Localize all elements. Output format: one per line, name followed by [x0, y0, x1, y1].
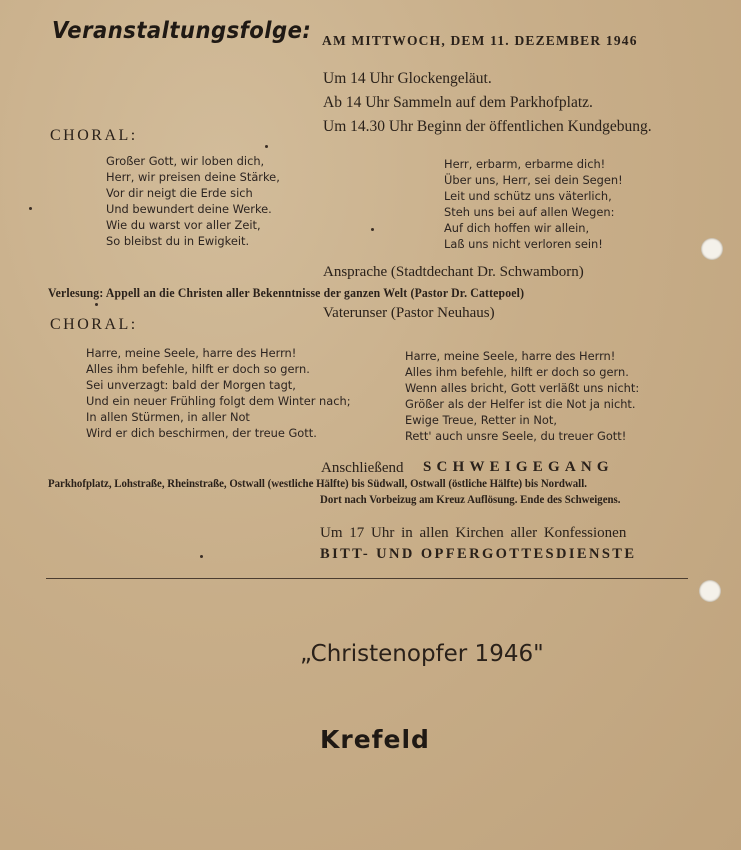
route-line-2: Dort nach Vorbeizug am Kreuz Auflösung. Ende des Schweigens. [320, 494, 621, 506]
verse-line: Auf dich hoffen wir allein, [444, 221, 590, 236]
schweigegang-title: SCHWEIGEGANG [423, 459, 614, 475]
verse-line: Steh uns bei auf allen Wegen: [444, 205, 615, 220]
event-date: AM MITTWOCH, DEM 11. DEZEMBER 1946 [322, 33, 638, 48]
divider-line [46, 578, 688, 579]
church-services-line: Um 17 Uhr in allen Kirchen aller Konfessionen [320, 525, 627, 541]
verse-line: Sei unverzagt: bald der Morgen tagt, [86, 378, 296, 393]
verse-line: Wenn alles bricht, Gott verläßt uns nicht: [405, 381, 640, 396]
verse-line: So bleibst du in Ewigkeit. [106, 234, 250, 249]
verse-line: Großer Gott, wir loben dich, [106, 154, 265, 168]
verse-line: Alles ihm befehle, hilft er doch so gern. [405, 365, 629, 380]
schedule-line-3: Um 14.30 Uhr Beginn der öffentlichen Kundgebung. [323, 118, 652, 135]
verse-line: Und bewundert deine Werke. [106, 202, 272, 217]
program-heading: Veranstaltungsfolge: [52, 18, 312, 44]
vaterunser: Vaterunser (Pastor Neuhaus) [323, 305, 495, 321]
verse-line: Und ein neuer Frühling folgt dem Winter nach; [86, 394, 351, 409]
schedule-line-1: Um 14 Uhr Glockengeläut. [323, 70, 492, 87]
verse-line: Vor dir neigt die Erde sich [106, 186, 253, 201]
choral2-verse-left [86, 345, 351, 442]
route-line-1: Parkhofplatz, Lohstraße, Rheinstraße, Ostwall (westliche Hälfte) bis Südwall, Ostwall (östliche Hälfte) bis Nordwall. [48, 478, 587, 490]
paper-speck [200, 555, 203, 558]
punch-hole-top [701, 238, 723, 260]
footer-title: „Christenopfer 1946" [300, 641, 544, 667]
verse-line: Rett' auch unsre Seele, du treuer Gott! [405, 429, 627, 444]
verse-line: Wird er dich beschirmen, der treue Gott. [86, 426, 317, 441]
paper-speck [265, 145, 268, 148]
schedule-line-2: Ab 14 Uhr Sammeln auf dem Parkhofplatz. [323, 94, 593, 111]
paper-speck [29, 207, 32, 210]
lesung: Verlesung: Appell an die Christen aller Bekenntnisse der ganzen Welt (Pastor Dr. Cattepoel) [48, 286, 525, 300]
verse-line: Laß uns nicht verloren sein! [444, 237, 603, 252]
verse-line: In allen Stürmen, in aller Not [86, 410, 250, 425]
choral2-verse-right [405, 348, 639, 445]
verse-line: Harre, meine Seele, harre des Herrn! [405, 349, 616, 363]
verse-line: Ewige Treue, Retter in Not, [405, 413, 557, 428]
choral1-verse-right [444, 156, 623, 253]
verse-line: Alles ihm befehle, hilft er doch so gern. [86, 362, 310, 377]
verse-line: Wie du warst vor aller Zeit, [106, 218, 261, 233]
verse-line: Herr, erbarm, erbarme dich! [444, 157, 606, 171]
verse-line: Leit und schütz uns väterlich, [444, 189, 612, 204]
verse-line: Harre, meine Seele, harre des Herrn! [86, 346, 297, 360]
verse-line: Herr, wir preisen deine Stärke, [106, 170, 280, 185]
verse-line: Über uns, Herr, sei dein Segen! [444, 173, 623, 188]
bitt-opfer-title: BITT- UND OPFERGOTTESDIENSTE [320, 546, 637, 562]
schweigegang-prefix: Anschließend [321, 460, 404, 476]
choral1-verse-left [106, 153, 280, 250]
choral-label-2: CHORAL: [50, 316, 138, 333]
punch-hole-bottom [699, 580, 721, 602]
verse-line: Größer als der Helfer ist die Not ja nicht. [405, 397, 636, 412]
footer-city: Krefeld [320, 725, 430, 754]
paper-speck [95, 303, 98, 306]
ansprache: Ansprache (Stadtdechant Dr. Schwamborn) [323, 264, 584, 280]
paper-speck [371, 228, 374, 231]
choral-label-1: CHORAL: [50, 127, 138, 144]
